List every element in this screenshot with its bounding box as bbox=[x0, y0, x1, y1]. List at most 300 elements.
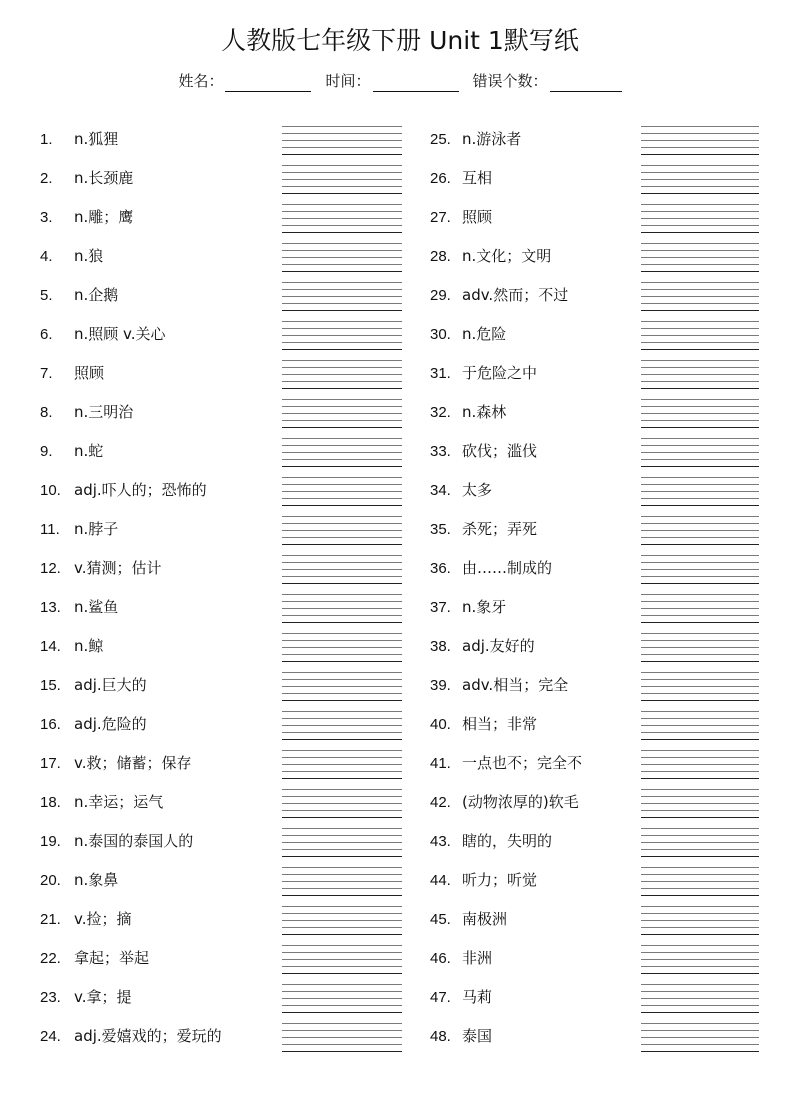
writing-line bbox=[282, 732, 402, 733]
writing-line bbox=[641, 640, 759, 641]
item-prompt: 砍伐；滥伐 bbox=[462, 442, 538, 460]
writing-line bbox=[641, 427, 759, 428]
writing-line bbox=[282, 257, 402, 258]
item-prompt: 马莉 bbox=[462, 988, 493, 1006]
writing-line bbox=[641, 1051, 759, 1052]
writing-line bbox=[641, 654, 759, 655]
writing-line bbox=[282, 147, 402, 148]
answer-writing-lines[interactable] bbox=[282, 900, 402, 939]
dictation-item bbox=[430, 627, 535, 666]
answer-writing-lines[interactable] bbox=[641, 1017, 759, 1056]
writing-line bbox=[641, 126, 759, 127]
writing-line bbox=[641, 750, 759, 751]
answer-writing-lines[interactable] bbox=[641, 549, 759, 588]
writing-line bbox=[282, 828, 402, 829]
item-number: 20. bbox=[40, 872, 61, 889]
answer-writing-lines[interactable] bbox=[282, 432, 402, 471]
writing-line bbox=[641, 310, 759, 311]
dictation-item bbox=[430, 1017, 492, 1056]
writing-line bbox=[641, 505, 759, 506]
dictation-item bbox=[40, 237, 103, 276]
dictation-item bbox=[40, 315, 166, 354]
writing-line bbox=[282, 739, 402, 740]
writing-line bbox=[282, 647, 402, 648]
writing-line bbox=[641, 835, 759, 836]
item-number: 8. bbox=[40, 404, 53, 421]
item-number: 11. bbox=[40, 521, 60, 538]
answer-writing-lines[interactable] bbox=[282, 627, 402, 666]
answer-writing-lines[interactable] bbox=[641, 666, 759, 705]
dictation-item bbox=[430, 861, 537, 900]
answer-writing-lines[interactable] bbox=[282, 978, 402, 1017]
dictation-item bbox=[40, 705, 147, 744]
item-number: 29. bbox=[430, 287, 451, 304]
writing-line bbox=[641, 420, 759, 421]
writing-line bbox=[641, 544, 759, 545]
writing-line bbox=[641, 661, 759, 662]
answer-writing-lines[interactable] bbox=[641, 276, 759, 315]
writing-line bbox=[641, 342, 759, 343]
writing-line bbox=[641, 1005, 759, 1006]
item-prompt: 互相 bbox=[462, 169, 493, 187]
writing-line bbox=[282, 225, 402, 226]
item-prompt: adj.吓人的；恐怖的 bbox=[74, 481, 207, 499]
writing-line bbox=[282, 360, 402, 361]
writing-line bbox=[641, 927, 759, 928]
writing-line bbox=[282, 427, 402, 428]
writing-line bbox=[282, 154, 402, 155]
dictation-item bbox=[430, 822, 552, 861]
writing-line bbox=[641, 817, 759, 818]
answer-writing-lines[interactable] bbox=[282, 471, 402, 510]
writing-line bbox=[641, 477, 759, 478]
writing-line bbox=[641, 466, 759, 467]
answer-writing-lines[interactable] bbox=[282, 315, 402, 354]
answer-writing-lines[interactable] bbox=[641, 354, 759, 393]
dictation-item bbox=[430, 120, 521, 159]
item-prompt: n.象鼻 bbox=[74, 871, 119, 889]
answer-writing-lines[interactable] bbox=[641, 159, 759, 198]
error-count-blank[interactable] bbox=[550, 75, 622, 92]
writing-line bbox=[641, 186, 759, 187]
dictation-item bbox=[40, 861, 118, 900]
item-number: 30. bbox=[430, 326, 451, 343]
writing-line bbox=[282, 622, 402, 623]
writing-line bbox=[641, 849, 759, 850]
item-number: 38. bbox=[430, 638, 451, 655]
item-prompt: 由……制成的 bbox=[462, 559, 553, 577]
dictation-item bbox=[430, 510, 537, 549]
writing-line bbox=[641, 913, 759, 914]
dictation-item bbox=[40, 627, 103, 666]
item-prompt: adv.相当；完全 bbox=[462, 676, 569, 694]
item-prompt: (动物浓厚的)软毛 bbox=[462, 793, 579, 811]
item-prompt: n.雕；鹰 bbox=[74, 208, 134, 226]
writing-line bbox=[282, 296, 402, 297]
writing-line bbox=[641, 966, 759, 967]
answer-writing-lines[interactable] bbox=[641, 198, 759, 237]
item-prompt: 相当；非常 bbox=[462, 715, 538, 733]
writing-line bbox=[282, 271, 402, 272]
error-count-label: 错误个数： bbox=[472, 72, 548, 90]
item-prompt: adj.友好的 bbox=[462, 637, 535, 655]
item-prompt: n.泰国的泰国人的 bbox=[74, 832, 194, 850]
writing-line bbox=[282, 250, 402, 251]
answer-writing-lines[interactable] bbox=[641, 237, 759, 276]
dictation-item bbox=[430, 666, 568, 705]
writing-line bbox=[641, 516, 759, 517]
writing-line bbox=[282, 172, 402, 173]
writing-line bbox=[641, 321, 759, 322]
dictation-item bbox=[40, 393, 133, 432]
writing-line bbox=[641, 193, 759, 194]
item-prompt: n.鲨鱼 bbox=[74, 598, 119, 616]
writing-line bbox=[282, 817, 402, 818]
writing-line bbox=[641, 530, 759, 531]
writing-line bbox=[282, 881, 402, 882]
writing-line bbox=[641, 583, 759, 584]
dictation-item bbox=[40, 978, 131, 1017]
answer-writing-lines[interactable] bbox=[641, 120, 759, 159]
writing-line bbox=[641, 842, 759, 843]
writing-line bbox=[641, 895, 759, 896]
writing-line bbox=[641, 154, 759, 155]
dictation-item bbox=[40, 588, 118, 627]
writing-line bbox=[641, 438, 759, 439]
writing-line bbox=[641, 615, 759, 616]
writing-line bbox=[282, 686, 402, 687]
writing-line bbox=[282, 796, 402, 797]
writing-line bbox=[282, 984, 402, 985]
time-label: 时间： bbox=[325, 72, 371, 90]
writing-line bbox=[282, 516, 402, 517]
writing-line bbox=[282, 998, 402, 999]
writing-line bbox=[641, 622, 759, 623]
item-prompt: adj.危险的 bbox=[74, 715, 147, 733]
answer-writing-lines[interactable] bbox=[282, 159, 402, 198]
writing-line bbox=[282, 438, 402, 439]
dictation-item bbox=[430, 471, 492, 510]
writing-line bbox=[282, 679, 402, 680]
writing-line bbox=[641, 1044, 759, 1045]
writing-line bbox=[282, 459, 402, 460]
writing-line bbox=[282, 810, 402, 811]
writing-line bbox=[641, 867, 759, 868]
answer-writing-lines[interactable] bbox=[282, 1017, 402, 1056]
writing-line bbox=[641, 562, 759, 563]
answer-writing-lines[interactable] bbox=[641, 822, 759, 861]
dictation-item bbox=[430, 549, 552, 588]
writing-line bbox=[641, 360, 759, 361]
answer-writing-lines[interactable] bbox=[641, 900, 759, 939]
item-number: 32. bbox=[430, 404, 451, 421]
writing-line bbox=[282, 186, 402, 187]
dictation-item bbox=[40, 549, 161, 588]
dictation-item bbox=[430, 705, 537, 744]
writing-line bbox=[282, 328, 402, 329]
answer-writing-lines[interactable] bbox=[282, 237, 402, 276]
writing-line bbox=[282, 895, 402, 896]
answer-writing-lines[interactable] bbox=[641, 432, 759, 471]
writing-line bbox=[641, 973, 759, 974]
item-prompt: 听力；听觉 bbox=[462, 871, 538, 889]
writing-line bbox=[641, 1037, 759, 1038]
writing-line bbox=[641, 296, 759, 297]
answer-writing-lines[interactable] bbox=[641, 627, 759, 666]
writing-line bbox=[282, 569, 402, 570]
answer-writing-lines[interactable] bbox=[282, 939, 402, 978]
writing-line bbox=[641, 147, 759, 148]
dictation-item bbox=[40, 354, 104, 393]
answer-writing-lines[interactable] bbox=[641, 783, 759, 822]
item-number: 48. bbox=[430, 1028, 451, 1045]
writing-line bbox=[282, 934, 402, 935]
writing-line bbox=[641, 165, 759, 166]
writing-line bbox=[282, 608, 402, 609]
writing-line bbox=[282, 477, 402, 478]
writing-line bbox=[282, 601, 402, 602]
writing-line bbox=[641, 140, 759, 141]
item-number: 2. bbox=[40, 170, 53, 187]
answer-writing-lines[interactable] bbox=[641, 978, 759, 1017]
dictation-item bbox=[430, 588, 506, 627]
item-prompt: v.猜测；估计 bbox=[74, 559, 162, 577]
item-prompt: 南极洲 bbox=[462, 910, 508, 928]
item-number: 9. bbox=[40, 443, 53, 460]
answer-writing-lines[interactable] bbox=[641, 315, 759, 354]
writing-line bbox=[282, 562, 402, 563]
writing-line bbox=[282, 966, 402, 967]
writing-line bbox=[282, 640, 402, 641]
answer-writing-lines[interactable] bbox=[282, 783, 402, 822]
writing-line bbox=[641, 498, 759, 499]
item-prompt: v.救；储蓄；保存 bbox=[74, 754, 192, 772]
item-number: 28. bbox=[430, 248, 451, 265]
item-prompt: adv.然而；不过 bbox=[462, 286, 569, 304]
item-number: 37. bbox=[430, 599, 451, 616]
writing-line bbox=[641, 537, 759, 538]
time-blank[interactable] bbox=[373, 75, 459, 92]
answer-writing-lines[interactable] bbox=[641, 861, 759, 900]
answer-writing-lines[interactable] bbox=[282, 588, 402, 627]
item-prompt: 一点也不；完全不 bbox=[462, 754, 583, 772]
error-count-field bbox=[473, 70, 622, 92]
writing-line bbox=[641, 789, 759, 790]
writing-line bbox=[641, 271, 759, 272]
writing-line bbox=[641, 686, 759, 687]
item-number: 34. bbox=[430, 482, 451, 499]
writing-line bbox=[282, 133, 402, 134]
name-blank[interactable] bbox=[225, 75, 311, 92]
writing-line bbox=[641, 1030, 759, 1031]
item-number: 41. bbox=[430, 755, 451, 772]
item-prompt: n.文化；文明 bbox=[462, 247, 552, 265]
writing-line bbox=[641, 179, 759, 180]
item-prompt: n.蛇 bbox=[74, 442, 104, 460]
item-number: 25. bbox=[430, 131, 451, 148]
item-prompt: n.企鹅 bbox=[74, 286, 119, 304]
writing-line bbox=[641, 856, 759, 857]
item-prompt: 照顾 bbox=[462, 208, 493, 226]
answer-writing-lines[interactable] bbox=[282, 705, 402, 744]
writing-line bbox=[282, 126, 402, 127]
writing-line bbox=[641, 594, 759, 595]
dictation-item bbox=[40, 198, 133, 237]
writing-line bbox=[282, 388, 402, 389]
writing-line bbox=[641, 204, 759, 205]
dictation-item bbox=[40, 783, 163, 822]
answer-writing-lines[interactable] bbox=[282, 744, 402, 783]
writing-line bbox=[641, 679, 759, 680]
answer-writing-lines[interactable] bbox=[641, 744, 759, 783]
dictation-item bbox=[430, 159, 492, 198]
writing-line bbox=[282, 367, 402, 368]
writing-line bbox=[282, 615, 402, 616]
answer-writing-lines[interactable] bbox=[282, 393, 402, 432]
writing-line bbox=[282, 374, 402, 375]
writing-line bbox=[641, 881, 759, 882]
writing-line bbox=[282, 1030, 402, 1031]
writing-line bbox=[641, 218, 759, 219]
writing-line bbox=[282, 537, 402, 538]
item-number: 24. bbox=[40, 1028, 61, 1045]
writing-line bbox=[641, 133, 759, 134]
writing-line bbox=[282, 789, 402, 790]
item-prompt: v.捡；摘 bbox=[74, 910, 132, 928]
writing-line bbox=[282, 693, 402, 694]
item-prompt: n.狐狸 bbox=[74, 130, 119, 148]
item-number: 4. bbox=[40, 248, 53, 265]
writing-line bbox=[641, 399, 759, 400]
writing-line bbox=[641, 633, 759, 634]
writing-line bbox=[641, 874, 759, 875]
dictation-item bbox=[430, 198, 492, 237]
writing-line bbox=[282, 349, 402, 350]
item-prompt: 非洲 bbox=[462, 949, 493, 967]
writing-line bbox=[282, 243, 402, 244]
item-number: 44. bbox=[430, 872, 451, 889]
answer-writing-lines[interactable] bbox=[282, 276, 402, 315]
writing-line bbox=[282, 927, 402, 928]
answer-writing-lines[interactable] bbox=[641, 471, 759, 510]
writing-line bbox=[282, 856, 402, 857]
writing-line bbox=[641, 555, 759, 556]
answer-writing-lines[interactable] bbox=[282, 861, 402, 900]
item-number: 42. bbox=[430, 794, 451, 811]
answer-writing-lines[interactable] bbox=[641, 939, 759, 978]
dictation-item bbox=[430, 939, 492, 978]
answer-writing-lines[interactable] bbox=[282, 666, 402, 705]
writing-line bbox=[641, 803, 759, 804]
dictation-item bbox=[430, 744, 582, 783]
writing-line bbox=[641, 381, 759, 382]
writing-line bbox=[641, 282, 759, 283]
writing-line bbox=[282, 700, 402, 701]
writing-line bbox=[641, 959, 759, 960]
writing-line bbox=[282, 523, 402, 524]
writing-line bbox=[641, 264, 759, 265]
writing-line bbox=[282, 991, 402, 992]
writing-line bbox=[282, 406, 402, 407]
answer-writing-lines[interactable] bbox=[641, 510, 759, 549]
writing-line bbox=[282, 913, 402, 914]
answer-writing-lines[interactable] bbox=[282, 198, 402, 237]
writing-line bbox=[282, 959, 402, 960]
writing-line bbox=[641, 647, 759, 648]
writing-line bbox=[641, 484, 759, 485]
dictation-item bbox=[40, 939, 149, 978]
item-number: 47. bbox=[430, 989, 451, 1006]
writing-line bbox=[641, 406, 759, 407]
item-number: 1. bbox=[40, 131, 53, 148]
item-number: 39. bbox=[430, 677, 451, 694]
item-prompt: adj.巨大的 bbox=[74, 676, 147, 694]
page-title: 人教版七年级下册 Unit 1默写纸 bbox=[221, 26, 579, 55]
writing-line bbox=[282, 711, 402, 712]
writing-line bbox=[282, 1012, 402, 1013]
item-prompt: 杀死；弄死 bbox=[462, 520, 538, 538]
writing-line bbox=[641, 225, 759, 226]
answer-writing-lines[interactable] bbox=[282, 354, 402, 393]
dictation-item bbox=[430, 315, 506, 354]
answer-writing-lines[interactable] bbox=[282, 822, 402, 861]
writing-line bbox=[641, 172, 759, 173]
answer-writing-lines[interactable] bbox=[641, 393, 759, 432]
writing-line bbox=[282, 725, 402, 726]
dictation-item bbox=[430, 432, 537, 471]
writing-line bbox=[641, 796, 759, 797]
answer-writing-lines[interactable] bbox=[641, 705, 759, 744]
writing-line bbox=[641, 828, 759, 829]
writing-line bbox=[641, 771, 759, 772]
answer-writing-lines[interactable] bbox=[282, 510, 402, 549]
writing-line bbox=[641, 459, 759, 460]
writing-line bbox=[282, 484, 402, 485]
dictation-item bbox=[430, 276, 568, 315]
writing-line bbox=[641, 608, 759, 609]
writing-line bbox=[641, 945, 759, 946]
writing-line bbox=[641, 303, 759, 304]
writing-line bbox=[282, 204, 402, 205]
writing-line bbox=[641, 718, 759, 719]
writing-line bbox=[641, 778, 759, 779]
writing-line bbox=[641, 739, 759, 740]
answer-writing-lines[interactable] bbox=[282, 120, 402, 159]
writing-line bbox=[282, 661, 402, 662]
item-prompt: 太多 bbox=[462, 481, 493, 499]
writing-line bbox=[282, 445, 402, 446]
item-prompt: n.长颈鹿 bbox=[74, 169, 134, 187]
item-prompt: n.鲸 bbox=[74, 637, 104, 655]
item-prompt: 拿起；举起 bbox=[74, 949, 150, 967]
answer-writing-lines[interactable] bbox=[641, 588, 759, 627]
writing-line bbox=[641, 335, 759, 336]
writing-line bbox=[282, 420, 402, 421]
writing-line bbox=[641, 211, 759, 212]
writing-line bbox=[282, 672, 402, 673]
item-prompt: n.危险 bbox=[462, 325, 507, 343]
item-prompt: n.幸运；运气 bbox=[74, 793, 164, 811]
item-number: 43. bbox=[430, 833, 451, 850]
writing-line bbox=[282, 555, 402, 556]
dictation-item bbox=[430, 237, 551, 276]
writing-line bbox=[282, 232, 402, 233]
item-number: 6. bbox=[40, 326, 53, 343]
item-number: 27. bbox=[430, 209, 451, 226]
writing-line bbox=[282, 1023, 402, 1024]
answer-writing-lines[interactable] bbox=[282, 549, 402, 588]
writing-line bbox=[641, 367, 759, 368]
